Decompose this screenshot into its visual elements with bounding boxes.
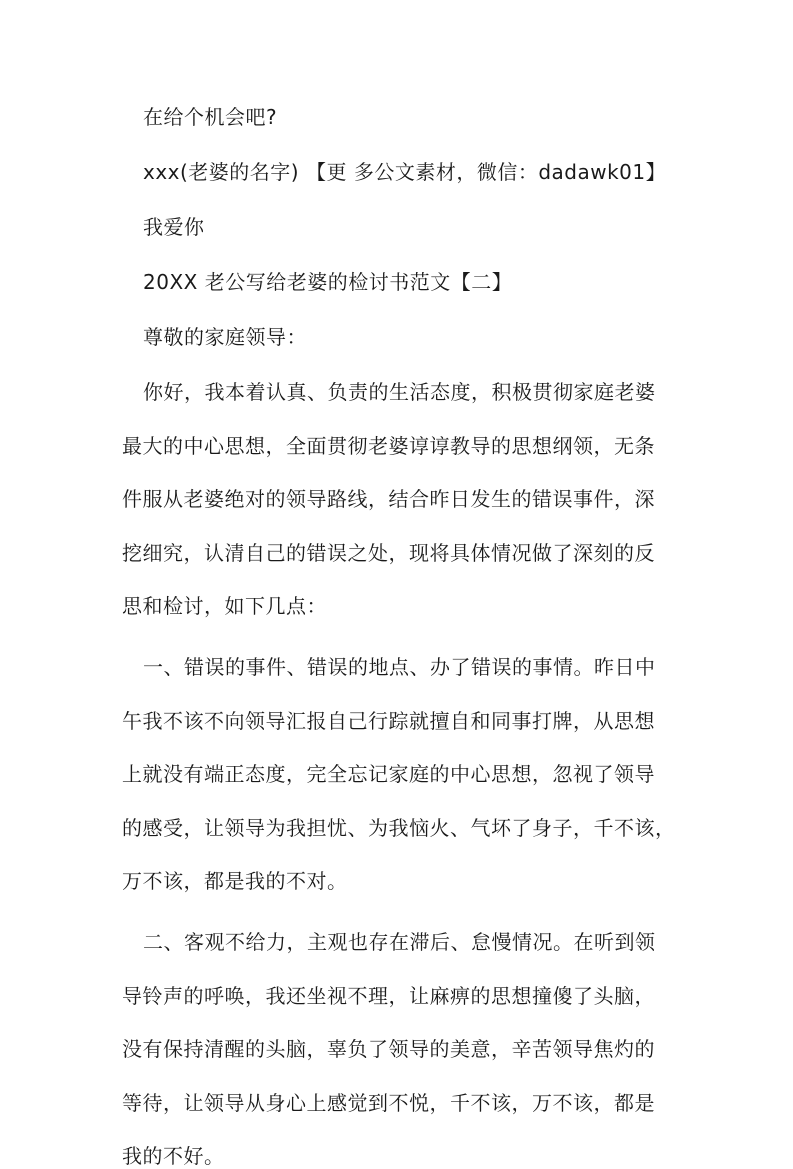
section-heading: 20XX 老公写给老婆的检讨书范文【二】: [143, 270, 513, 294]
paragraph-line: 你好，我本着认真、负责的生活态度，积极贯彻家庭老婆: [143, 380, 656, 404]
text-line-plea: 在给个机会吧?: [143, 105, 278, 129]
salutation: 尊敬的家庭领导：: [143, 325, 307, 349]
paragraph-line: 一、错误的事件、错误的地点、办了错误的事情。昨日中: [143, 655, 656, 679]
paragraph-line: 最大的中心思想，全面贯彻老婆谆谆教导的思想纲领，无条: [122, 434, 655, 458]
paragraph-line: 二、客观不给力，主观也存在滞后、怠慢情况。在听到领: [143, 930, 656, 954]
paragraph-line: 的感受，让领导为我担忧、为我恼火、气坏了身子，千不该，: [122, 816, 676, 840]
paragraph-line: 挖细究，认清自己的错误之处，现将具体情况做了深刻的反: [122, 541, 655, 565]
paragraph-line: 等待，让领导从身心上感觉到不悦，千不该，万不该，都是: [122, 1091, 655, 1115]
text-line-signature: xxx(老婆的名字) 【更 多公文素材，微信：dadawk01】: [143, 160, 667, 184]
paragraph-line: 思和检讨，如下几点：: [122, 594, 327, 618]
paragraph-line: 没有保持清醒的头脑，辜负了领导的美意，辛苦领导焦灼的: [122, 1037, 655, 1061]
paragraph-line: 午我不该不向领导汇报自己行踪就擅自和同事打牌，从思想: [122, 709, 655, 733]
paragraph-line: 我的不好。: [122, 1144, 225, 1168]
paragraph-line: 上就没有端正态度，完全忘记家庭的中心思想，忽视了领导: [122, 762, 655, 786]
text-line-love: 我爱你: [143, 215, 205, 239]
paragraph-line: 万不该，都是我的不对。: [122, 869, 348, 893]
paragraph-line: 件服从老婆绝对的领导路线，结合昨日发生的错误事件，深: [122, 487, 655, 511]
paragraph-line: 导铃声的呼唤，我还坐视不理，让麻痹的思想撞傻了头脑，: [122, 984, 655, 1008]
